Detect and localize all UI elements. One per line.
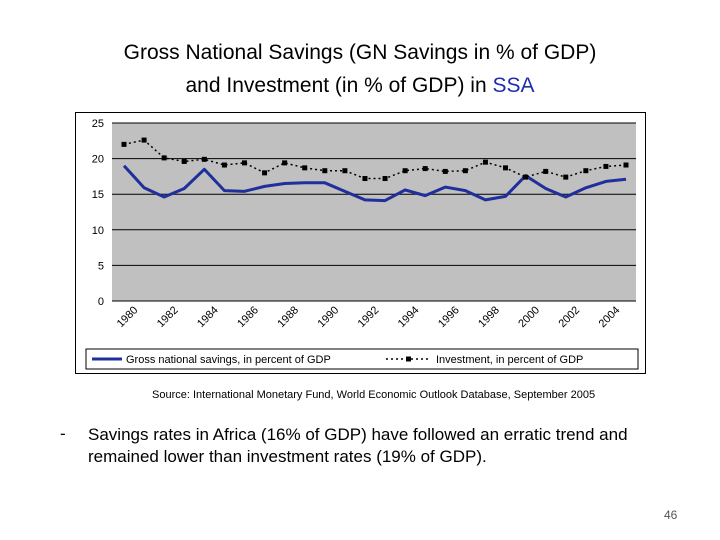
investment-point bbox=[322, 168, 327, 173]
x-tick-label: 1998 bbox=[476, 304, 502, 331]
investment-point bbox=[342, 168, 347, 173]
y-tick-label: 0 bbox=[97, 296, 104, 308]
source-note: Source: International Monetary Fund, World Economic Outlook Database, September 2005 bbox=[152, 389, 596, 401]
x-tick-label: 1980 bbox=[114, 304, 141, 331]
investment-point bbox=[383, 176, 388, 181]
x-tick-label: 1982 bbox=[154, 304, 181, 331]
legend-investment-label: Investment, in percent of GDP bbox=[436, 354, 584, 366]
investment-point bbox=[362, 176, 367, 181]
y-tick-label: 20 bbox=[91, 153, 104, 166]
investment-point bbox=[302, 165, 307, 170]
investment-point bbox=[403, 168, 408, 173]
chart-frame bbox=[75, 112, 646, 374]
y-tick-label: 10 bbox=[91, 224, 104, 237]
x-tick-label: 2002 bbox=[556, 304, 583, 331]
investment-point bbox=[222, 163, 227, 168]
x-tick-label: 2004 bbox=[596, 304, 623, 331]
y-tick-label: 25 bbox=[91, 118, 104, 130]
title-line-2-text: and Investment (in % of GDP) in bbox=[185, 74, 493, 97]
x-tick-label: 2000 bbox=[516, 304, 543, 331]
investment-point bbox=[142, 138, 147, 143]
x-tick-label: 1996 bbox=[435, 304, 462, 331]
investment-point bbox=[122, 142, 127, 147]
investment-point bbox=[282, 160, 287, 165]
investment-point bbox=[483, 160, 488, 165]
page-number: 46 bbox=[664, 508, 678, 522]
investment-point bbox=[443, 169, 448, 174]
legend-investment-marker bbox=[406, 357, 411, 362]
slide-title bbox=[0, 36, 720, 102]
investment-point bbox=[503, 165, 508, 170]
investment-point bbox=[543, 169, 548, 174]
investment-point bbox=[523, 175, 528, 180]
x-tick-label: 1988 bbox=[275, 304, 302, 331]
investment-point bbox=[463, 168, 468, 173]
x-tick-label: 1992 bbox=[355, 304, 382, 331]
title-line-2 bbox=[0, 69, 720, 102]
legend-savings-label: Gross national savings, in percent of GDP bbox=[126, 354, 331, 366]
y-tick-label: 15 bbox=[91, 189, 104, 202]
investment-point bbox=[162, 155, 167, 160]
bullet-marker: - bbox=[60, 424, 66, 443]
investment-point bbox=[202, 157, 207, 162]
investment-point bbox=[262, 170, 267, 175]
investment-point bbox=[182, 159, 187, 164]
x-tick-label: 1986 bbox=[235, 304, 261, 331]
bullet-text: Savings rates in Africa (16% of GDP) have followed an erratic trend and remained lower than investment rates (19% of GDP). bbox=[88, 425, 628, 466]
x-tick-label: 1984 bbox=[195, 304, 221, 331]
plot-area bbox=[112, 123, 636, 301]
title-accent-ssa: SSA bbox=[492, 74, 535, 97]
investment-point bbox=[563, 175, 568, 180]
investment-point bbox=[603, 164, 608, 169]
title-line-1: Gross National Savings (GN Savings in % of GDP) bbox=[123, 41, 597, 64]
investment-point bbox=[242, 160, 247, 165]
x-tick-label: 1994 bbox=[395, 304, 422, 331]
line-chart bbox=[76, 113, 645, 373]
investment-point bbox=[624, 163, 629, 168]
y-tick-label: 5 bbox=[97, 260, 104, 273]
investment-point bbox=[583, 168, 588, 173]
investment-point bbox=[423, 166, 428, 171]
x-tick-label: 1990 bbox=[315, 304, 342, 331]
